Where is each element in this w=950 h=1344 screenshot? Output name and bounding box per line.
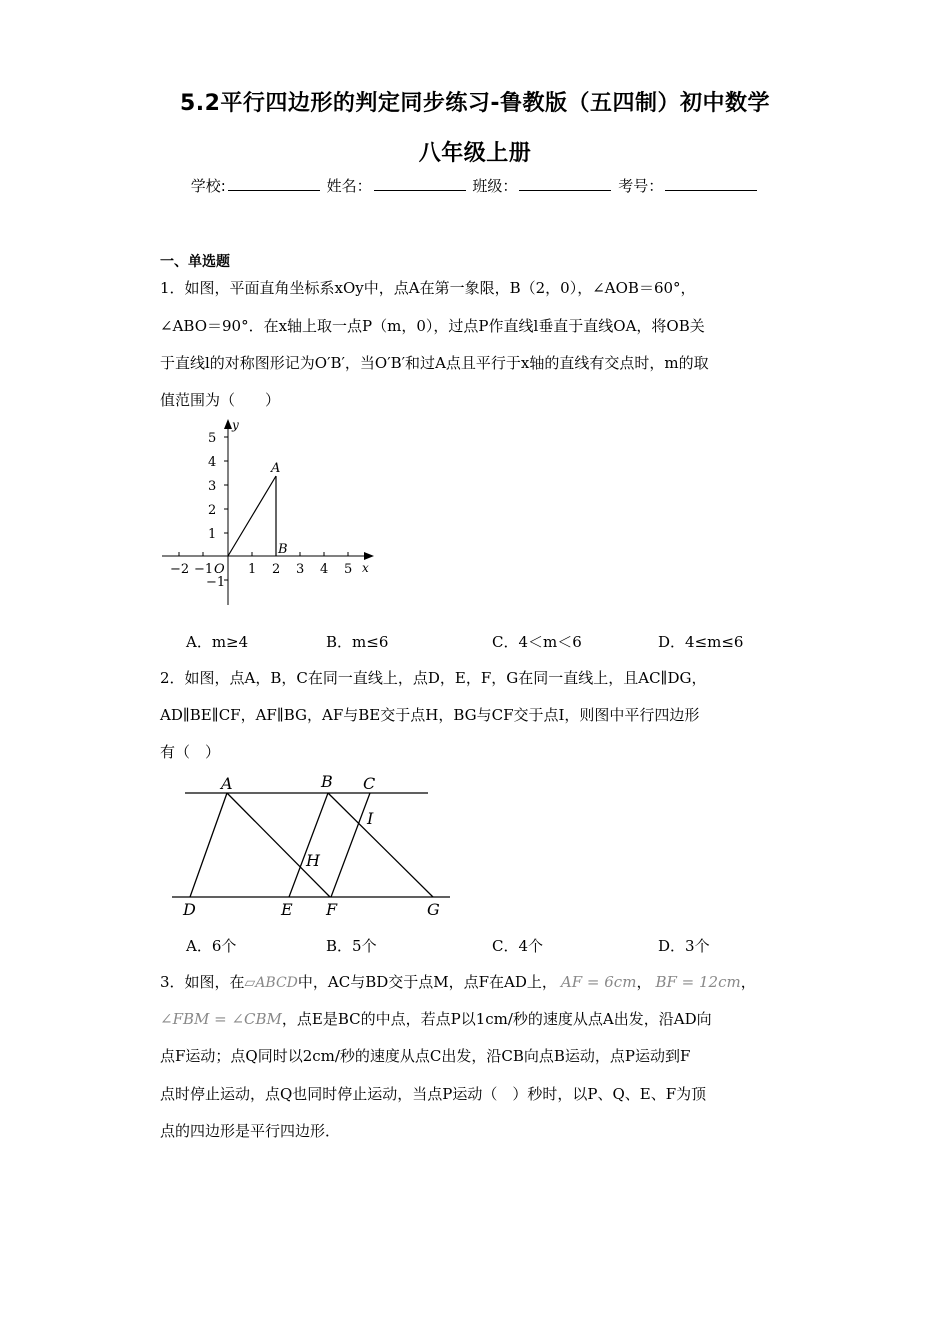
q3-parallelogram-symbol: ▱ABCD: [244, 975, 298, 991]
q3-line-4: 点时停止运动，点Q也同时停止运动，当点P运动（ ）秒时，以P、Q、E、F为顶: [160, 1085, 707, 1103]
q3-line-2-rest: ，点E是BC的中点，若点P以1cm/秒的速度从点A出发，沿AD向: [281, 1010, 712, 1028]
q2-line-2: AD∥BE∥CF，AF∥BG，AF与BE交于点H，BG与CF交于点I，则图中平行四边形: [160, 706, 700, 724]
label-e: E: [281, 900, 293, 919]
q1-line-2: ∠ABO＝90°．在x轴上取一点P（m，0），过点P作直线l垂直于直线OA，将OB关: [160, 317, 705, 335]
class-blank: [519, 176, 611, 191]
q2-option-b[interactable]: B．5个: [326, 937, 377, 955]
q3-angle-equation: ∠FBM = ∠CBM: [160, 1010, 282, 1028]
label-i: I: [367, 809, 374, 828]
q3-line-1-mid: 中，AC与BD交于点M，点F在AD上，: [297, 973, 557, 991]
point-b-label: B: [278, 542, 288, 557]
q3-line-2: [160, 1008, 712, 1029]
q1-coordinate-figure: [150, 415, 390, 615]
segment-oa: [228, 476, 276, 556]
q2-option-a[interactable]: A．6个: [186, 937, 237, 955]
y-tick-5: 5: [208, 431, 217, 446]
q1-line-3: 于直线l的对称图形记为O′B′，当O′B′和过A点且平行于x轴的直线有交点时，m的取: [160, 354, 709, 372]
y-tick-neg1: −1: [206, 575, 226, 590]
label-c: C: [363, 774, 376, 793]
school-label: 学校:: [190, 177, 226, 195]
q2-line-1: 2．如图，点A，B，C在同一直线上，点D，E，F，G在同一直线上，且AC∥DG，: [160, 669, 707, 687]
x-tick-5: 5: [344, 562, 353, 577]
q1-option-a[interactable]: A．m≥4: [186, 633, 249, 651]
section-heading: 一、单选题: [160, 254, 230, 270]
q1-option-b[interactable]: B．m≤6: [326, 633, 389, 651]
x-tick-2: 2: [272, 562, 281, 577]
label-d: D: [183, 900, 196, 919]
x-tick-neg1: −1: [194, 562, 214, 577]
q1-option-d[interactable]: D．4≤m≤6: [658, 633, 744, 651]
name-label: 姓名：: [326, 177, 372, 195]
y-tick-2: 2: [208, 503, 217, 518]
q3-bf-length: BF = 12cm: [655, 973, 741, 991]
q3-line-1: 3．如图，在▱ABCD中，AC与BD交于点M，点F在AD上， AF = 6cm， BF = 12cm，: [160, 973, 756, 991]
q1-line-1: 1．如图，平面直角坐标系xOy中，点A在第一象限，B（2，0），∠AOB＝60°，: [160, 279, 696, 297]
class-label: 班级：: [472, 177, 518, 195]
exam-no-label: 考号：: [618, 177, 664, 195]
q2-line-3: 有（ ）: [160, 743, 221, 761]
label-g: G: [427, 900, 440, 919]
label-h: H: [306, 851, 320, 870]
school-blank: [228, 176, 320, 191]
q2-parallelogram-figure: [160, 770, 460, 920]
y-axis-label: y: [232, 418, 239, 432]
x-tick-neg2: −2: [170, 562, 190, 577]
y-tick-4: 4: [208, 455, 217, 470]
label-a: A: [221, 774, 233, 793]
name-blank: [374, 176, 466, 191]
q3-line-5: 点的四边形是平行四边形．: [160, 1122, 341, 1140]
origin-label: O: [214, 562, 225, 577]
q3-af-length: AF = 6cm: [560, 973, 637, 991]
exam-no-blank: [665, 176, 757, 191]
y-tick-1: 1: [208, 527, 217, 542]
point-a-label: A: [271, 461, 281, 476]
page-subtitle: 八年级上册: [418, 141, 532, 166]
x-axis-label: x: [362, 561, 369, 575]
q1-line-4: 值范围为（ ）: [160, 391, 281, 409]
x-tick-1: 1: [248, 562, 257, 577]
label-f: F: [326, 900, 338, 919]
label-b: B: [321, 772, 333, 791]
y-tick-3: 3: [208, 479, 217, 494]
q2-option-d[interactable]: D．3个: [658, 937, 710, 955]
q1-option-c[interactable]: C．4＜m＜6: [492, 633, 582, 651]
page-title: 5.2平行四边形的判定同步练习-鲁教版（五四制）初中数学: [179, 91, 771, 116]
q3-line-1-start: 3．如图，在: [160, 973, 245, 991]
x-tick-4: 4: [320, 562, 329, 577]
q3-line-3: 点F运动；点Q同时以2cm/秒的速度从点C出发，沿CB向点B运动，点P运动到F: [160, 1047, 691, 1065]
q2-option-c[interactable]: C．4个: [492, 937, 544, 955]
student-info-row: [0, 175, 950, 196]
x-tick-3: 3: [296, 562, 305, 577]
